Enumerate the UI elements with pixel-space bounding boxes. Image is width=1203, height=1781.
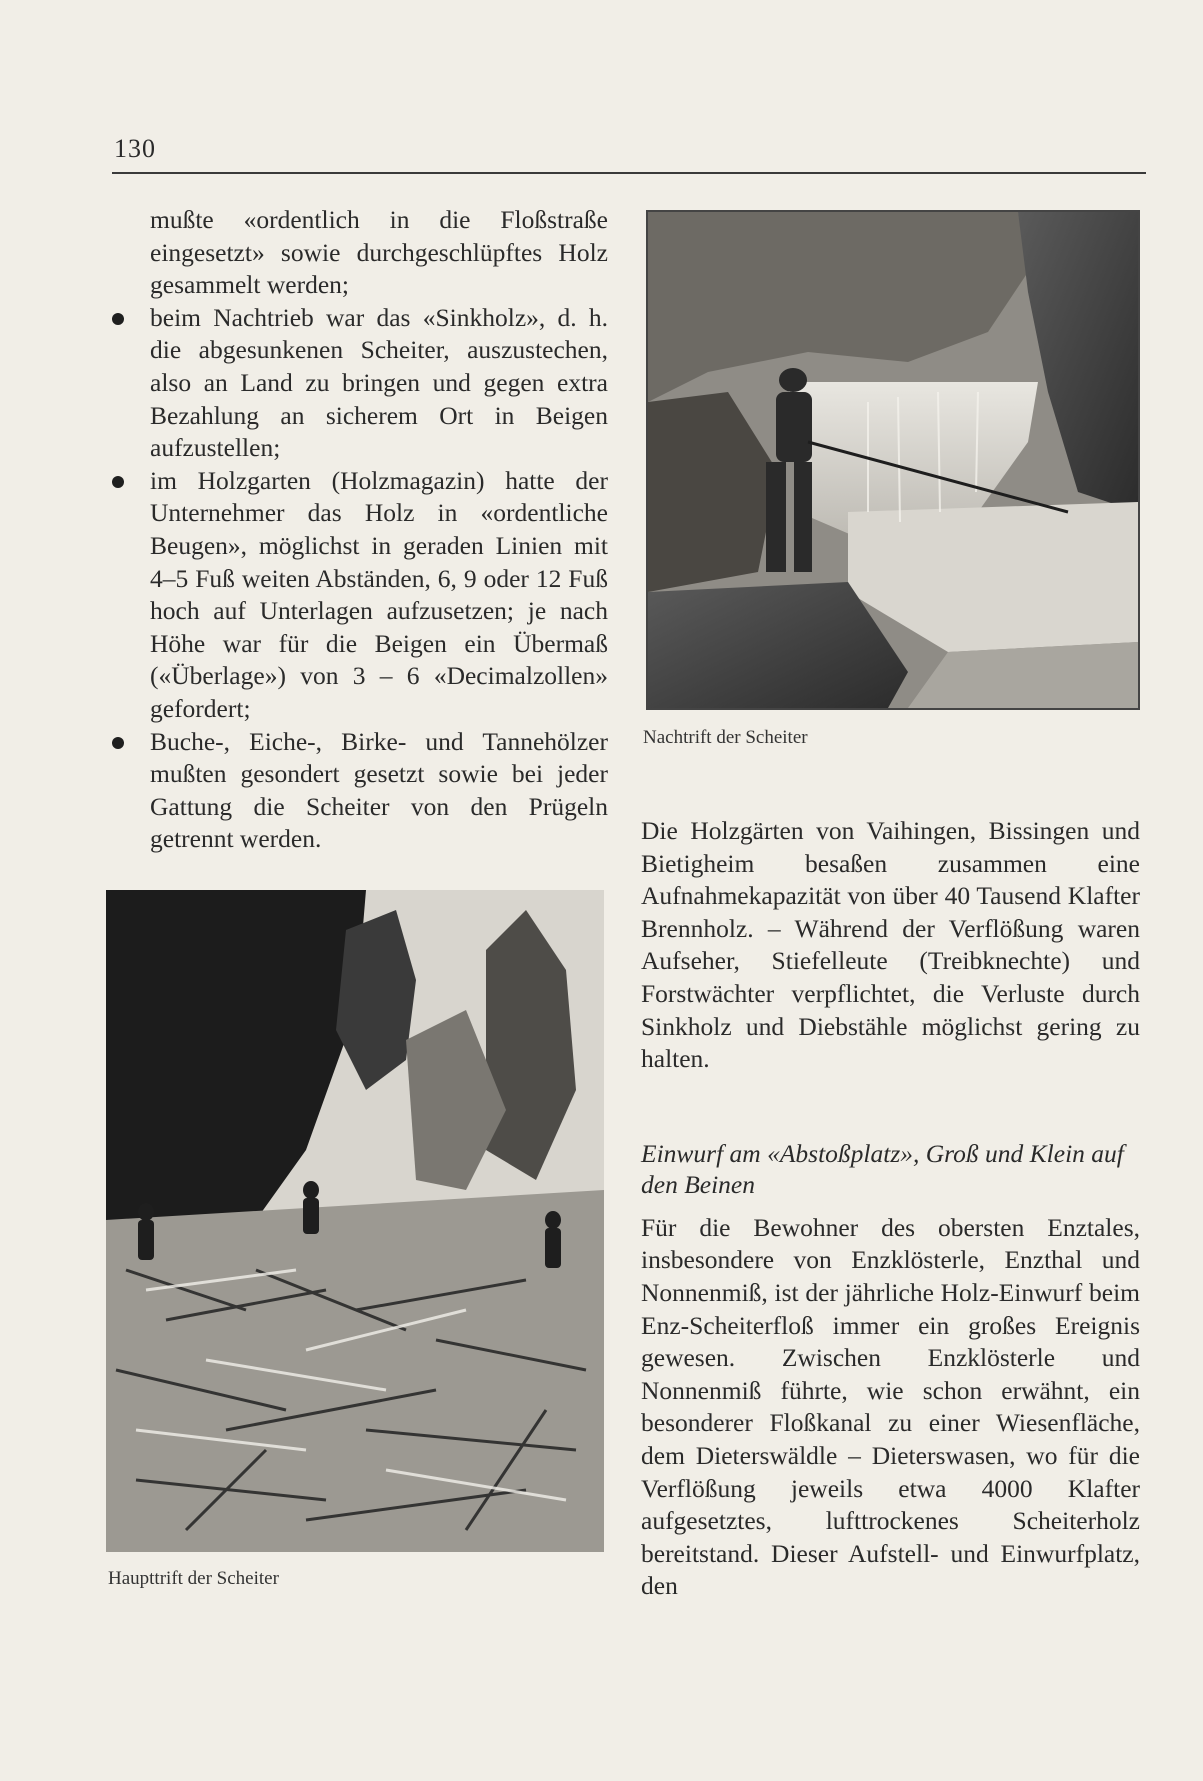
intro-paragraph: mußte «ordentlich in die Floßstraße eingesetzt» sowie durchgeschlüpftes Holz gesammelt werden; <box>150 205 608 300</box>
paragraph: Für die Bewohner des obersten Enztales, insbesondere von Enzklösterle, Enzthal und Nonnenmiß, ist der jährliche Holz-Einwurf beim Enz-Scheiterfloß immer ein großes Ereignis gewesen. Zwischen Enzklösterle und Nonnenmiß führte, wie schon erwähnt, ein besonderer Floßkanal zu einer Wiesenfläche, dem Dieterswäldle – Dieterswasen, wo für die Verflößung jeweils etwa 4000 Klafter aufgesetztes, lufttrockenes Scheiterholz bereitstand. Dieser Aufstell- und Einwurfplatz, den <box>641 1212 1140 1601</box>
photo-haupttrift <box>106 890 604 1552</box>
bullet-icon <box>112 313 124 325</box>
bullet-list <box>150 302 608 856</box>
photo-nachtrift <box>646 210 1140 710</box>
bullet-text: im Holzgarten (Holzmagazin) hatte der Unternehmer das Holz in «ordentliche Beugen», möglichst in geraden Linien mit 4–5 Fuß weiten Abständen, 6, 9 oder 12 Fuß hoch auf Unterlagen aufzusetzen; je nach Höhe war für die Beigen ein Übermaß («Überlage») von 3 – 6 «Decimalzollen» gefordert; <box>150 465 608 723</box>
list-item <box>150 465 608 726</box>
bullet-text: beim Nachtrieb war das «Sinkholz», d. h. die abgesunkenen Scheiter, auszustechen, also an Land zu bringen und gegen extra Bezahlung an sicherem Ort in Beigen aufzustellen; <box>150 302 608 463</box>
caption-nachtrift: Nachtrift der Scheiter <box>643 727 808 748</box>
paragraph: Die Holzgärten von Vaihingen, Bissingen und Bietigheim besaßen zusammen eine Aufnahmekapazität von über 40 Tausend Klafter Brennholz. – Während der Verflößung waren Aufseher, Stiefelleute (Treibknechte) und Forstwächter verpflichtet, die Verluste durch Sinkholz und Diebstähle möglichst gering zu halten. <box>641 816 1140 1074</box>
list-item <box>150 302 608 465</box>
caption-haupttrift: Haupttrift der Scheiter <box>108 1568 279 1589</box>
bullet-icon <box>112 737 124 749</box>
left-column <box>150 204 608 856</box>
list-item <box>150 726 608 856</box>
section-heading: Einwurf am «Abstoßplatz», Groß und Klein auf den Beinen <box>641 1138 1124 1199</box>
page-number: 130 <box>114 134 156 163</box>
right-column <box>641 815 1140 1603</box>
bullet-text: Buche-, Eiche-, Birke- und Tannehölzer mußten gesondert gesetzt sowie bei jeder Gattung die Scheiter von den Prügeln getrennt werden. <box>150 726 608 854</box>
bullet-icon <box>112 476 124 488</box>
header-rule <box>112 172 1146 174</box>
